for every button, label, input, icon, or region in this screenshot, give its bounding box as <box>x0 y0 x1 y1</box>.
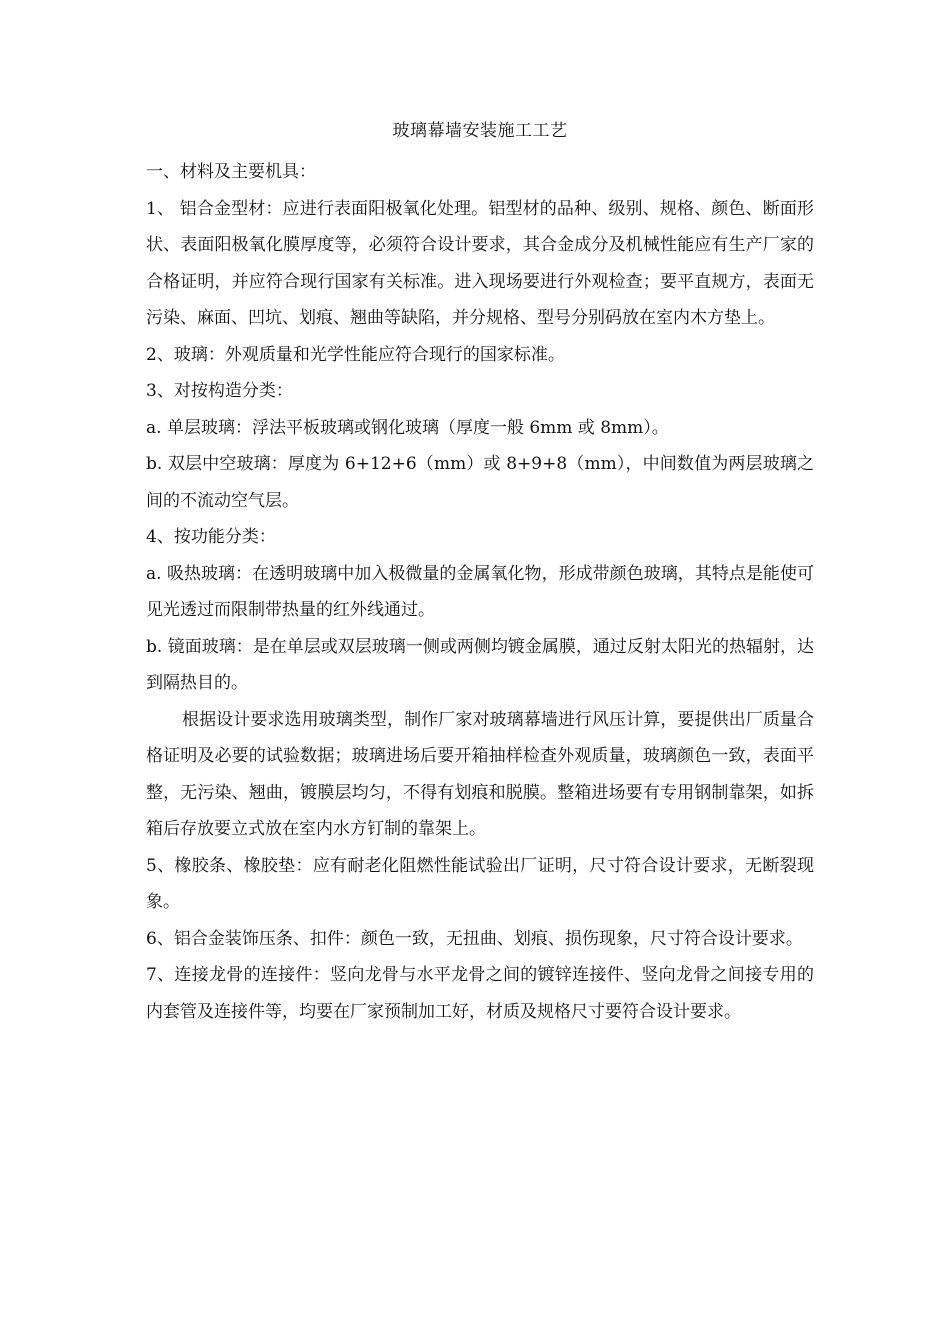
paragraph-structure-classification: 3、对按构造分类： <box>146 381 293 401</box>
paragraph-rubber-strips: 5、橡胶条、橡胶垫：应有耐老化阻燃性能试验出厂证明，尺寸符合设计要求，无断裂现象。 <box>146 855 814 912</box>
paragraph-mirror-glass: b. 镜面玻璃：是在单层或双层玻璃一侧或两侧均镀金属膜，通过反射太阳光的热辐射，达到隔热目的。 <box>146 636 814 693</box>
section-heading-materials: 一、材料及主要机具： <box>146 162 316 182</box>
paragraph-function-classification: 4、按功能分类： <box>146 527 276 547</box>
paragraph-heat-absorbing-glass: a. 吸热玻璃：在透明玻璃中加入极微量的金属氧化物，形成带颜色玻璃，其特点是能使可见光透过而限制带热量的红外线通过。 <box>146 563 814 620</box>
paragraph-glass-selection: 根据设计要求选用玻璃类型，制作厂家对玻璃幕墙进行风压计算，要提供出厂质量合格证明及必要的试验数据；玻璃进场后要开箱抽样检查外观质量，玻璃颜色一致，表面平整，无污染、翘曲，镀膜层均匀，不得有划痕和脱膜。整箱进场要有专用钢制靠架，如拆箱后存放要立式放在室内水方钉制的靠架上。 <box>146 709 814 839</box>
paragraph-decorative-strips: 6、铝合金装饰压条、扣件：颜色一致，无扭曲、划痕、损伤现象，尺寸符合设计要求。 <box>146 928 803 949</box>
paragraph-double-glass: b. 双层中空玻璃：厚度为 6+12+6（mm）或 8+9+8（mm），中间数值为两层玻璃之间的不流动空气层。 <box>146 454 814 511</box>
paragraph-single-glass: a. 单层玻璃：浮法平板玻璃或钢化玻璃（厚度一般 6mm 或 8mm）。 <box>146 417 669 438</box>
document-page <box>146 108 814 1030</box>
paragraph-aluminum-profile: 1、 铝合金型材：应进行表面阳极氧化处理。铝型材的品种、级别、规格、颜色、断面形状、表面阳极氧化膜厚度等，必须符合设计要求，其合金成分及机械性能应有生产厂家的合格证明，并应符合现行国家有关标准。进入现场要进行外观检查；要平直规方，表面无污染、麻面、凹坑、划痕、翘曲等缺陷，并分规格、型号分别码放在室内木方垫上。 <box>146 198 814 328</box>
document-title: 玻璃幕墙安装施工工艺 <box>392 121 568 141</box>
paragraph-glass: 2、玻璃：外观质量和光学性能应符合现行的国家标准。 <box>146 344 565 365</box>
paragraph-connectors: 7、连接龙骨的连接件：竖向龙骨与水平龙骨之间的镀锌连接件、竖向龙骨之间接专用的内套管及连接件等，均要在厂家预制加工好，材质及规格尺寸要符合设计要求。 <box>146 965 814 1022</box>
